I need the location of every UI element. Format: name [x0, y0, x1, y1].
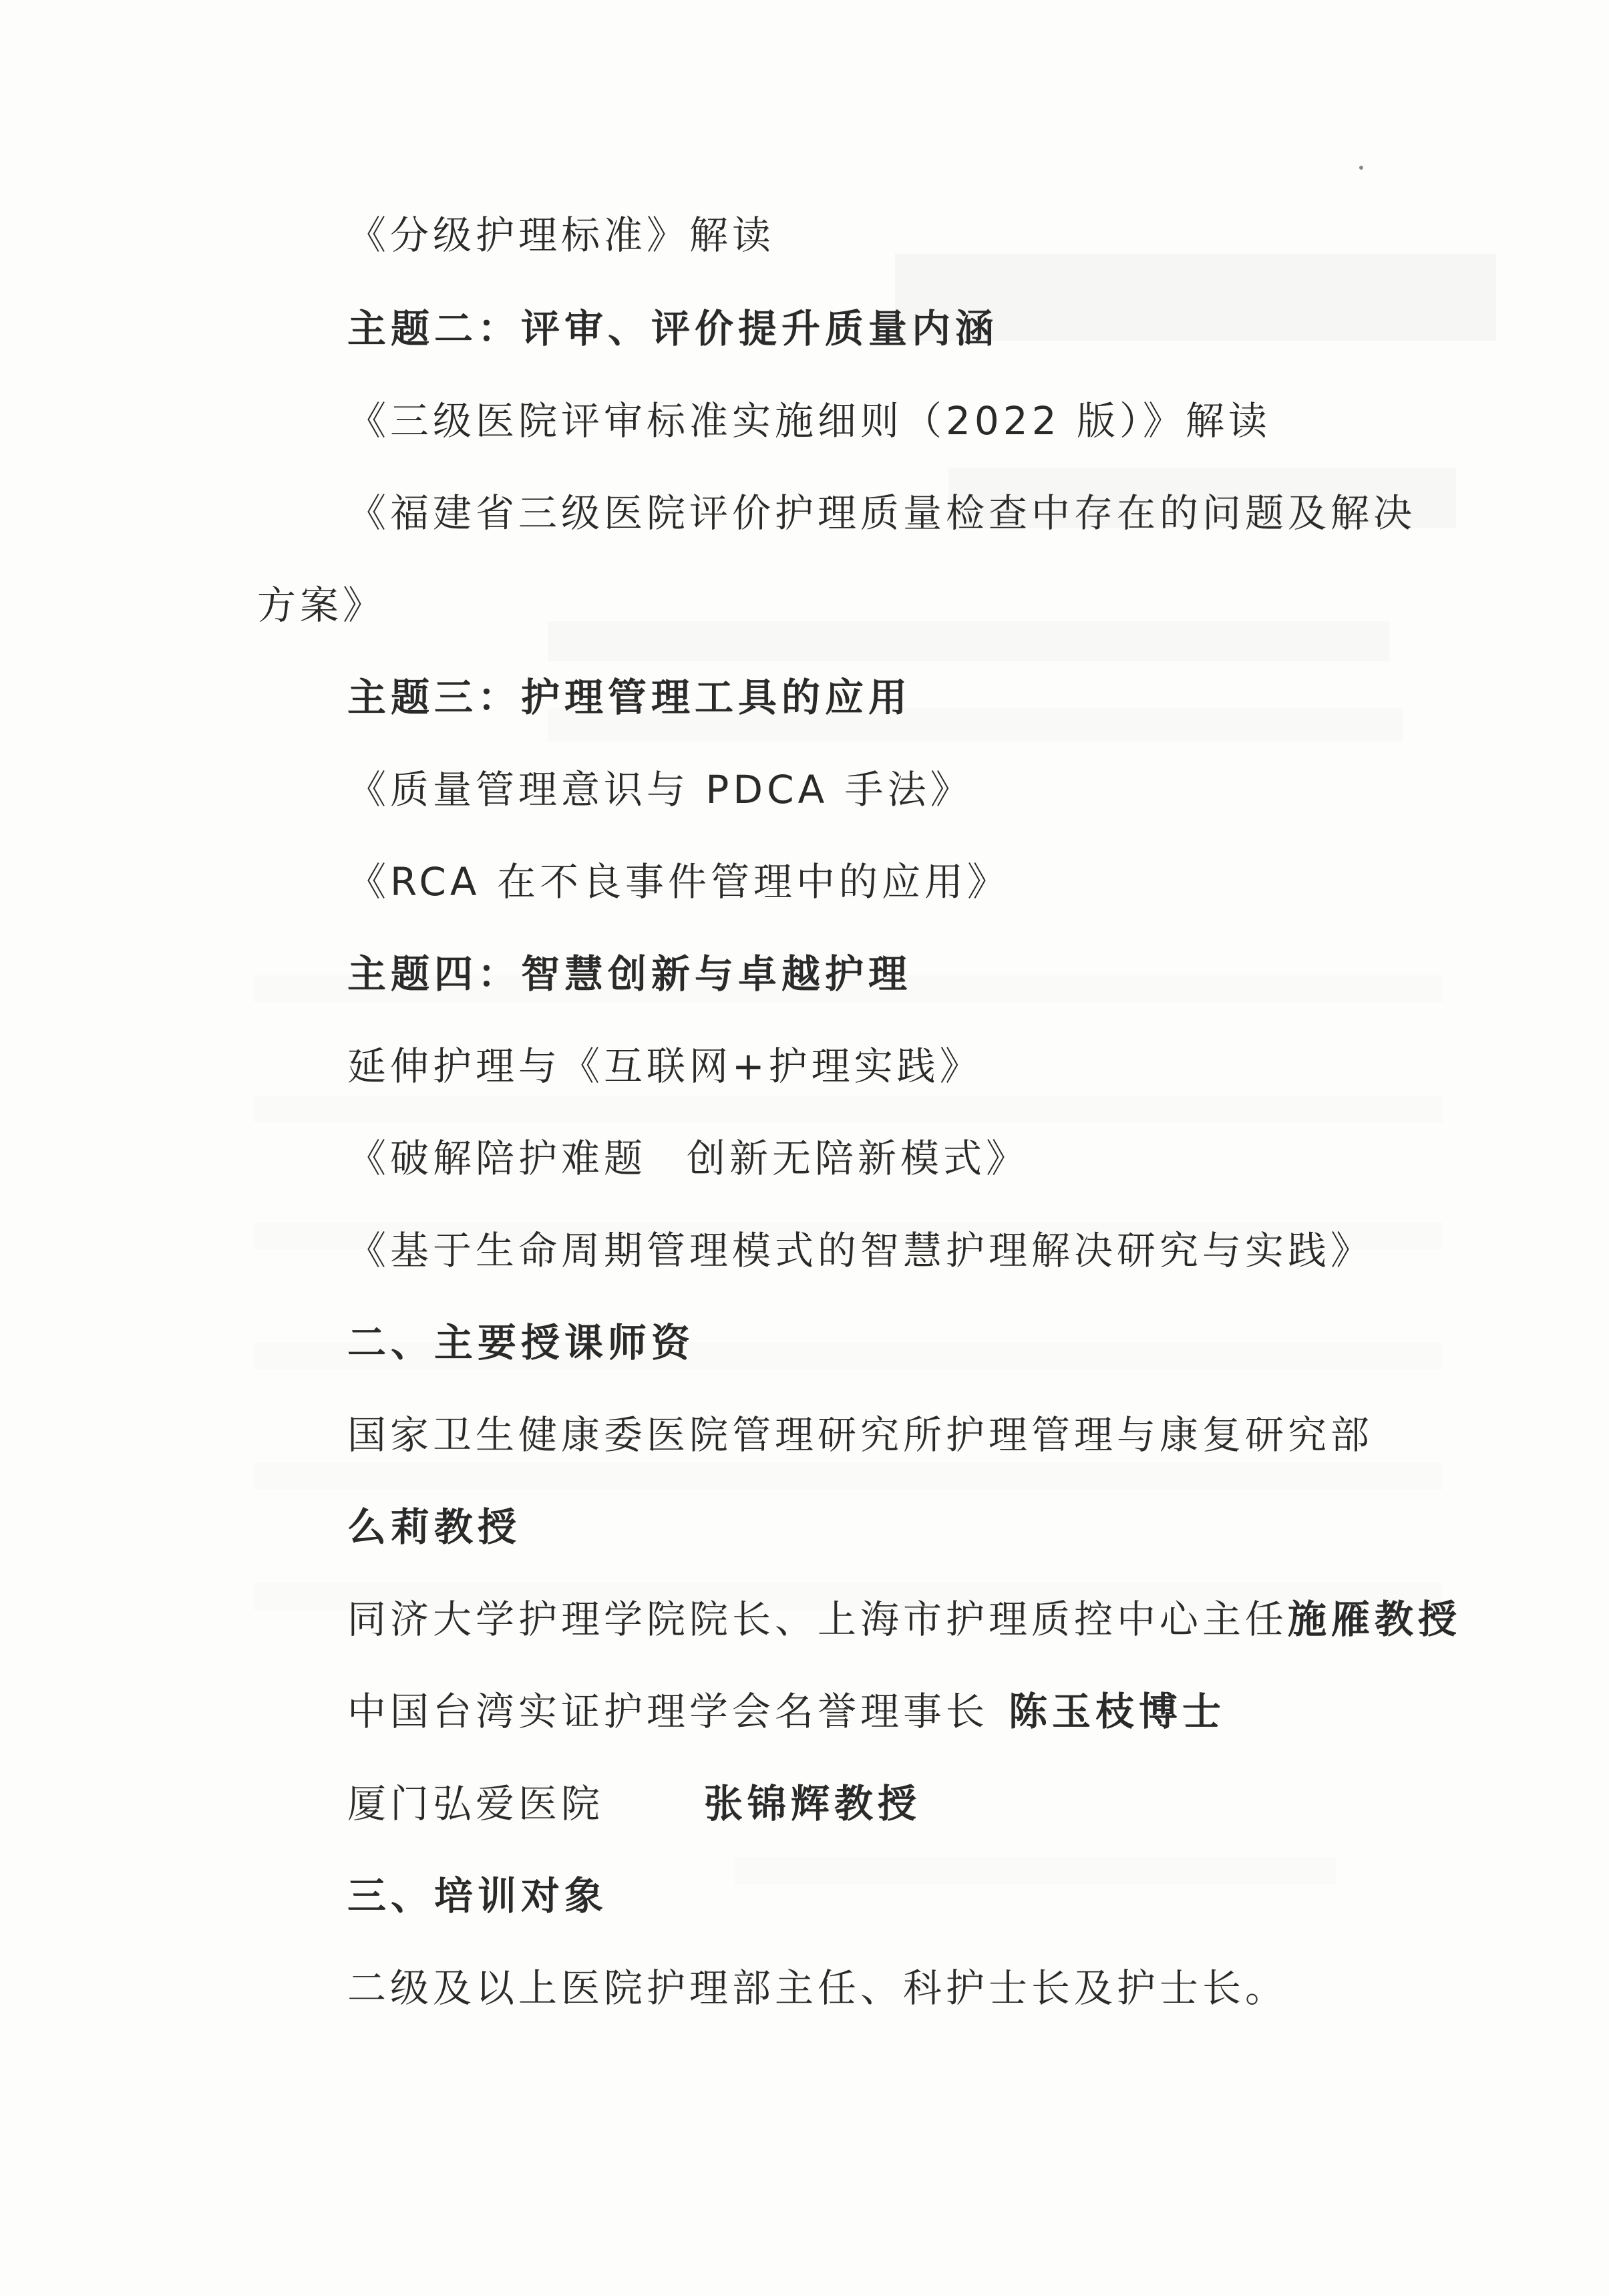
scan-speck [1359, 166, 1363, 170]
heading-theme-two: 主题二：评审、评价提升质量内涵 [347, 306, 999, 351]
text-line-pdca: 《质量管理意识与 PDCA 手法》 [347, 767, 973, 812]
text-accompany-care-part1: 《破解陪护难题 [347, 1136, 647, 1181]
bleed-through-mark [254, 1096, 1443, 1122]
text-accompany-care-part2: 创新无陪新模式》 [687, 1136, 1029, 1181]
text-lecturer-chen: 陈玉枝博士 [1009, 1689, 1226, 1734]
text-xiamen-affiliation: 厦门弘爱医院 [347, 1781, 604, 1826]
text-lecturer-zhang: 张锦辉教授 [704, 1781, 922, 1826]
text-taiwan-affiliation: 中国台湾实证护理学会名誉理事长 [347, 1689, 989, 1734]
heading-theme-three: 主题三：护理管理工具的应用 [347, 675, 912, 720]
text-lecturer-shi: 施雁教授 [1288, 1597, 1462, 1642]
text-line-xiamen [347, 1777, 921, 1830]
text-line-nhc-institute: 国家卫生健康委医院管理研究所护理管理与康复研究部 [347, 1412, 1374, 1458]
text-line-review-standard: 《三级医院评审标准实施细则（2022 版）》解读 [347, 398, 1272, 444]
heading-section-three: 三、培训对象 [347, 1873, 608, 1919]
text-line-tongji [347, 1593, 1461, 1646]
text-line-lifecycle: 《基于生命周期管理模式的智慧护理解决研究与实践》 [347, 1228, 1374, 1273]
text-line-rca: 《RCA 在不良事件管理中的应用》 [347, 859, 1011, 905]
text-line-grading-standard: 《分级护理标准》解读 [347, 212, 775, 258]
text-tongji-affiliation: 同济大学护理学院院长、上海市护理质控中心主任 [347, 1597, 1288, 1642]
bleed-through-mark [735, 1857, 1336, 1884]
text-line-taiwan [347, 1685, 1226, 1738]
bleed-through-mark [548, 621, 1389, 661]
heading-section-two: 二、主要授课师资 [347, 1320, 695, 1365]
text-line-fujian-evaluation: 《福建省三级医院评价护理质量检查中存在的问题及解决 [347, 490, 1417, 536]
text-line-internet-nursing: 延伸护理与《互联网+护理实践》 [347, 1043, 982, 1089]
bleed-through-mark [254, 1463, 1443, 1490]
text-line-target-audience: 二级及以上医院护理部主任、科护士长及护士长。 [347, 1965, 1288, 2011]
text-line-lecturer-yao: 么莉教授 [347, 1504, 522, 1550]
text-line-accompany-care [347, 1132, 1029, 1185]
heading-theme-four: 主题四：智慧创新与卓越护理 [347, 951, 912, 997]
text-line-fujian-evaluation-cont: 方案》 [257, 583, 386, 628]
